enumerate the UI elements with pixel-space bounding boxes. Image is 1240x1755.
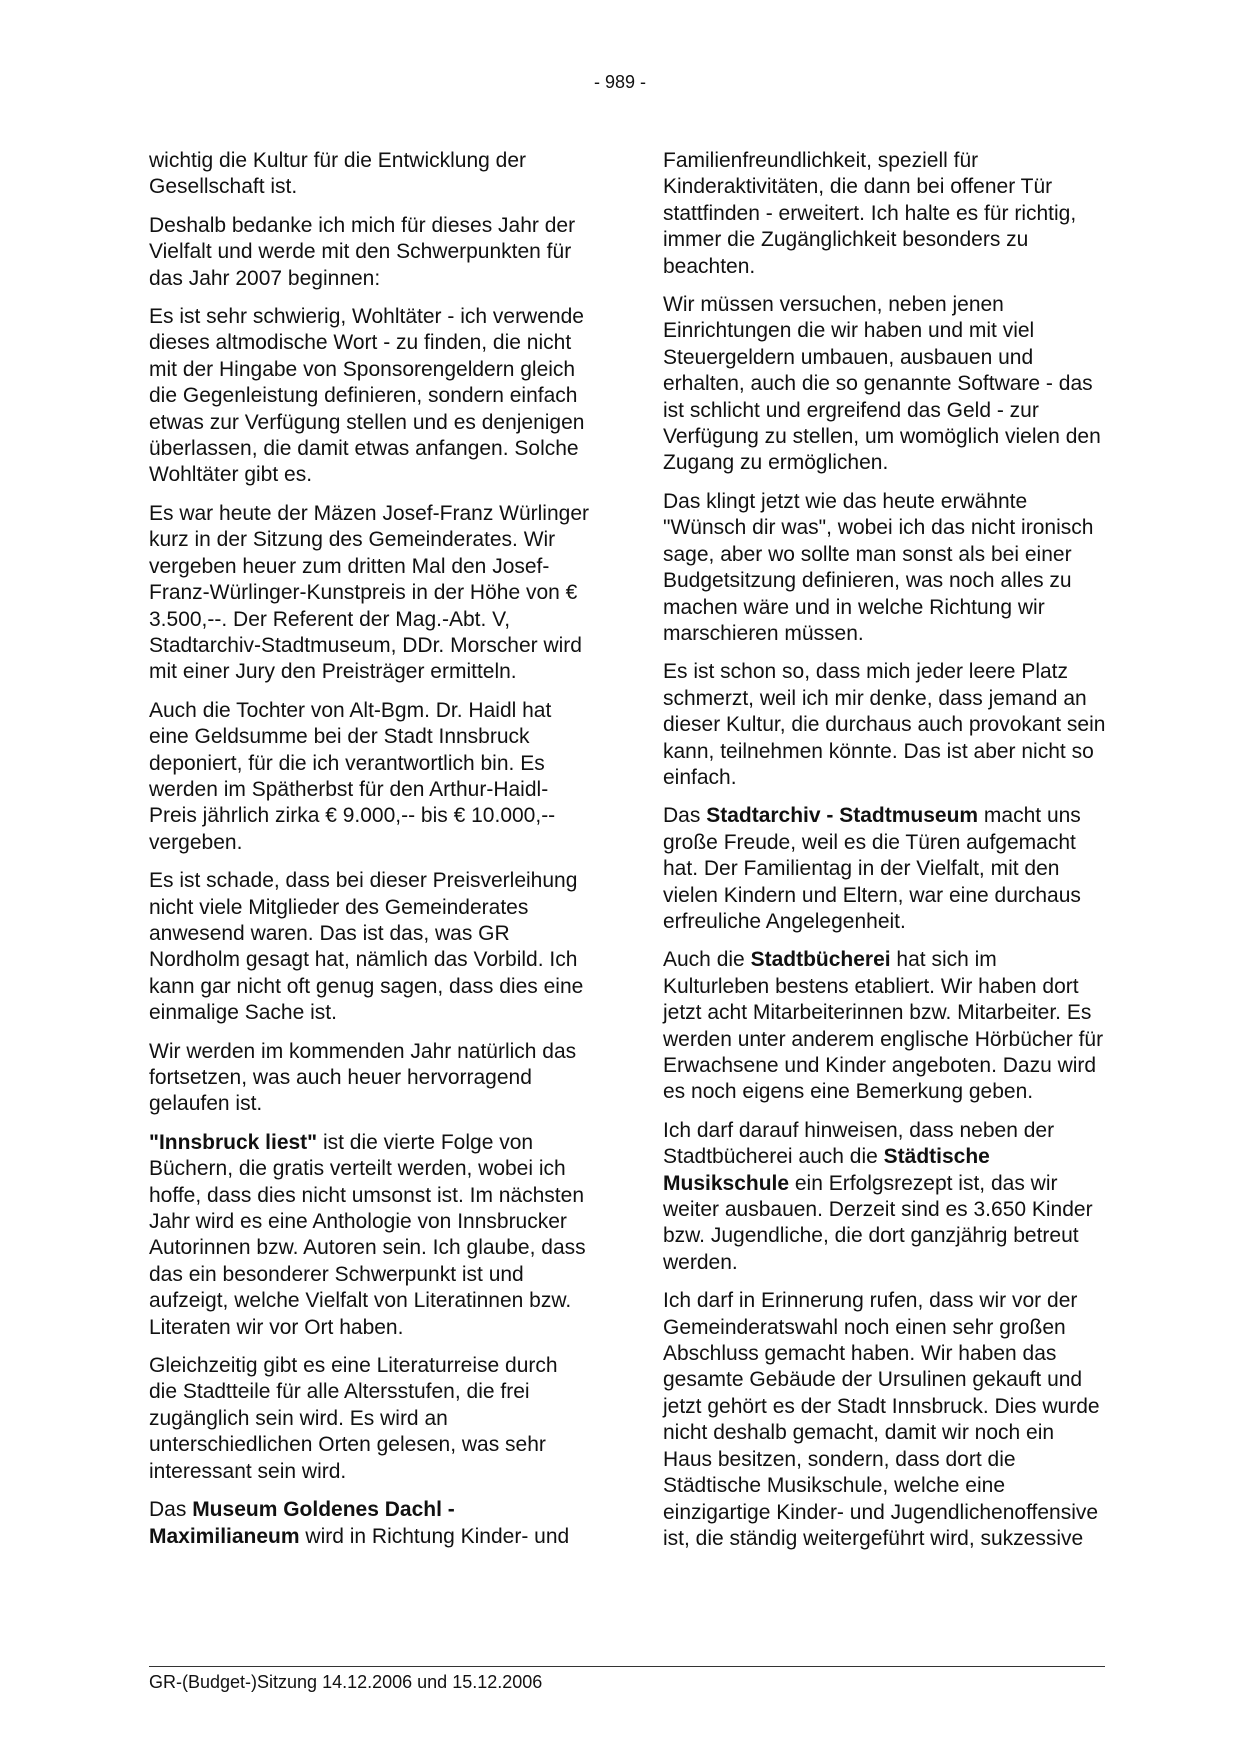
- bold-term: Stadtarchiv - Stadtmuseum: [706, 804, 979, 828]
- paragraph-text: hat sich im Kulturleben bestens etabliert. Wir haben dort jetzt acht Mitarbeiterinnen bzw. Mitarbeiter. Es werden unter anderem englische Hörbücher für Erwachsene und Kinder angeboten. Dazu wird es noch eigens eine Bemerkung geben.: [663, 948, 1104, 1104]
- bold-term: Museum Goldenes Dachl - Maximilianeum: [149, 1498, 455, 1548]
- paragraph-text: Auch die: [663, 948, 751, 972]
- paragraph-innsbruck-liest: [149, 1130, 589, 1341]
- footer-divider: [149, 1666, 1105, 1667]
- paragraph: Es ist sehr schwierig, Wohltäter - ich verwende dieses altmodische Wort - zu finden, die nicht mit der Hingabe von Sponsorengeldern gleich die Gegenleistung definieren, sondern einfach etwas zur Verfügung stellen und es denjenigen überlassen, die damit etwas anfangen. Solche Wohltäter gibt es.: [149, 305, 585, 487]
- bold-term: Städtische Musikschule: [663, 1145, 990, 1195]
- paragraph: Wir müssen versuchen, neben jenen Einrichtungen die wir haben und mit viel Steuergeldern umbauen, ausbauen und erhalten, auch die so genannte Software - das ist schlicht und ergreifend das Geld - zur Verfügung zu stellen, um womöglich vielen den Zugang zu ermöglichen.: [663, 293, 1101, 475]
- bold-term: Stadtbücherei: [750, 948, 891, 972]
- paragraph: Gleichzeitig gibt es eine Literaturreise durch die Stadtteile für alle Altersstufen, die frei zugänglich sein wird. Es wird an unterschiedlichen Orten gelesen, was sehr interessant sein wird.: [149, 1354, 558, 1483]
- paragraph-text: Das: [149, 1498, 193, 1522]
- paragraph: Es ist schade, dass bei dieser Preisverleihung nicht viele Mitglieder des Gemeinderates anwesend waren. Das ist das, was GR Nordholm gesagt hat, nämlich das Vorbild. Ich kann gar nicht oft genug sagen, dass dies eine einmalige Sache ist.: [149, 869, 584, 1025]
- paragraph: Ich darf in Erinnerung rufen, dass wir vor der Gemeinderatswahl noch einen sehr großen Abschluss gemacht haben. Wir haben das gesamte Gebäude der Ursulinen gekauft und jetzt gehört es der Stadt Innsbruck. Dies wurde nicht deshalb gemacht, damit wir noch ein Haus besitzen, sondern, dass dort die Städtische Musikschule, welche eine einzigartige Kinder- und Jugendlichenoffensive ist, die ständig weitergeführt wird, sukzessive: [663, 1289, 1100, 1550]
- paragraph: wichtig die Kultur für die Entwicklung der Gesellschaft ist.: [149, 149, 527, 199]
- paragraph-stadtarchiv: [663, 803, 1108, 935]
- paragraph: Wir werden im kommenden Jahr natürlich das fortsetzen, was auch heuer hervorragend gelaufen ist.: [149, 1039, 577, 1116]
- paragraph: Deshalb bedanke ich mich für dieses Jahr der Vielfalt und werde mit den Schwerpunkten für das Jahr 2007 beginnen:: [149, 213, 576, 290]
- paragraph-text: macht uns große Freude, weil es die Türen aufgemacht hat. Der Familientag in der Vielfalt, mit den vielen Kindern und Eltern, war eine durchaus erfreuliche Angelegenheit.: [663, 804, 1081, 933]
- paragraph-stadtbuecherei: [663, 947, 1108, 1105]
- paragraph-text: wird in Richtung Kinder- und: [299, 1524, 570, 1548]
- right-column: [663, 148, 1108, 1564]
- paragraph: Es war heute der Mäzen Josef-Franz Würlinger kurz in der Sitzung des Gemeinderates. Wir vergeben heuer zum dritten Mal den Josef-Franz-Würlinger-Kunstpreis in der Höhe von € 3.500,--. Der Referent der Mag.-Abt. V, Stadtarchiv-Stadtmuseum, DDr. Morscher wird mit einer Jury den Preisträger ermitteln.: [149, 501, 590, 684]
- paragraph: Das klingt jetzt wie das heute erwähnte "Wünsch dir was", wobei ich das nicht ironisch sage, aber wo sollte man sonst als bei einer Budgetsitzung definieren, was noch alles zu machen wäre und in welche Richtung wir marschieren müssen.: [663, 489, 1094, 645]
- paragraph-museum: [149, 1497, 589, 1550]
- bold-term: "Innsbruck liest": [149, 1130, 318, 1154]
- paragraph-text: Das: [663, 804, 707, 828]
- footer: GR-(Budget-)Sitzung 14.12.2006 und 15.12.2006: [149, 1672, 543, 1692]
- paragraph: Familienfreundlichkeit, speziell für Kinderaktivitäten, die dann bei offener Tür stattfinden - erweitert. Ich halte es für richtig, immer die Zugänglichkeit besonders zu beachten.: [663, 149, 1077, 278]
- page-number: - 989 -: [593, 72, 647, 92]
- paragraph: Auch die Tochter von Alt-Bgm. Dr. Haidl hat eine Geldsumme bei der Stadt Innsbruck deponiert, für die ich verantwortlich bin. Es werden im Spätherbst für den Arthur-Haidl-Preis jährlich zirka € 9.000,-- bis € 10.000,-- vergeben.: [149, 698, 556, 854]
- left-column: [149, 148, 589, 1562]
- paragraph: Es ist schon so, dass mich jeder leere Platz schmerzt, weil ich mir denke, dass jemand an dieser Kultur, die durchaus auch provokant sein kann, teilnehmen könnte. Das ist aber nicht so einfach.: [663, 660, 1106, 789]
- paragraph-text: ist die vierte Folge von Büchern, die gratis verteilt werden, wobei ich hoffe, dass dies nicht umsonst ist. Im nächsten Jahr wird es eine Anthologie von Innsbrucker Autorinnen bzw. Autoren sein. Ich glaube, dass das ein besonderer Schwerpunkt ist und aufzeigt, welche Vielfalt von Literatinnen bzw. Literaten wir vor Ort haben.: [149, 1130, 586, 1339]
- paragraph-text: ein Erfolgsrezept ist, das wir weiter ausbauen. Derzeit sind es 3.650 Kinder bzw. Jugendliche, die dort ganzjährig betreut werden.: [663, 1171, 1093, 1274]
- paragraph-text: Ich darf darauf hinweisen, dass neben der Stadtbücherei auch die: [663, 1118, 1055, 1169]
- paragraph-musikschule: [663, 1118, 1108, 1276]
